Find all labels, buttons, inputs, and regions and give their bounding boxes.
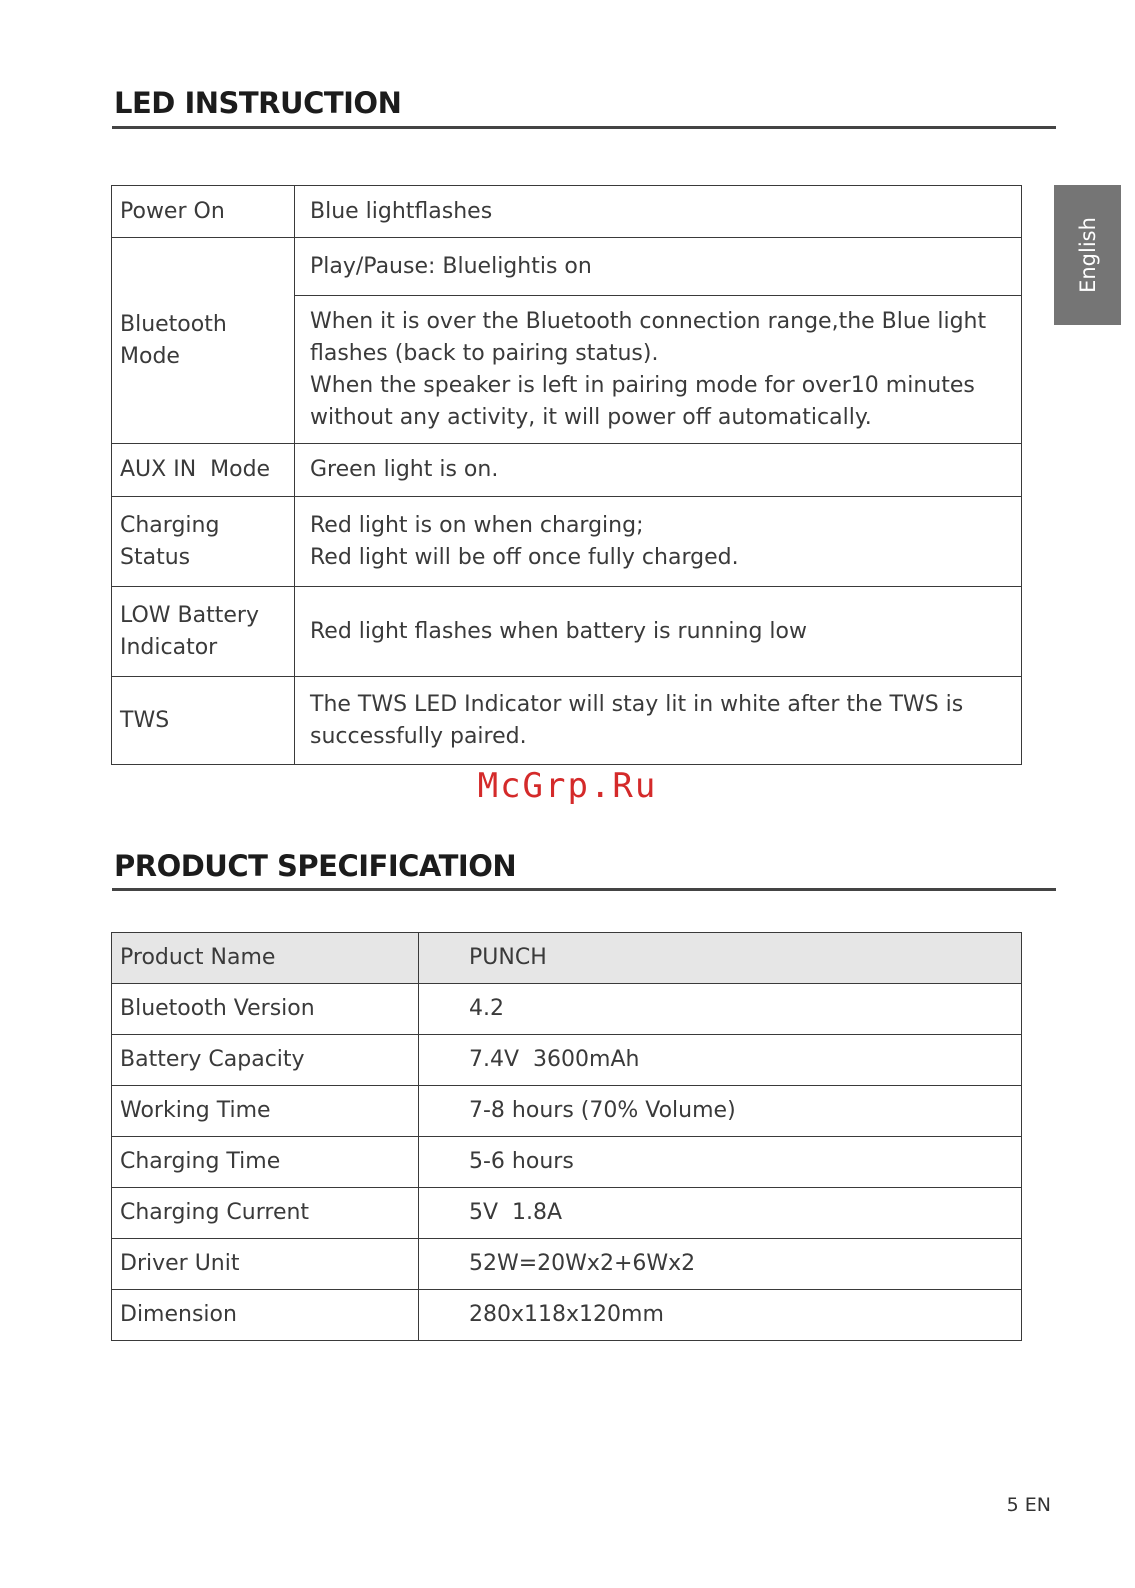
row-label-line: Bluetooth [120,311,227,337]
row-label: AUX IN Mode [112,444,295,497]
table-row [112,1188,1022,1239]
spec-value: 52W=20Wx2+6Wx2 [419,1239,1022,1290]
row-value [295,296,1022,444]
spec-label: Charging Current [112,1188,419,1239]
table-row [112,497,1022,587]
row-value: Play/Pause: Bluelightis on [295,238,1022,296]
title-underline [112,888,1056,891]
spec-value: 5V 1.8A [419,1188,1022,1239]
table-row [112,933,1022,984]
spec-label: Working Time [112,1086,419,1137]
table-row [112,677,1022,765]
row-value: Red light flashes when battery is running low [295,587,1022,677]
spec-value: 7-8 hours (70% Volume) [419,1086,1022,1137]
row-value: Green light is on. [295,444,1022,497]
spec-value: 7.4V 3600mAh [419,1035,1022,1086]
value-line: When it is over the Bluetooth connection range,the Blue light [310,308,987,334]
title-underline [112,126,1056,129]
spec-label: Dimension [112,1290,419,1341]
product-specification-title: PRODUCT SPECIFICATION [114,849,517,883]
row-value [295,677,1022,765]
led-instruction-title: LED INSTRUCTION [114,86,402,120]
table-row [112,186,1022,238]
spec-value: PUNCH [419,933,1022,984]
row-label: Power On [112,186,295,238]
row-label: TWS [112,677,295,765]
table-row [112,444,1022,497]
row-label-line: Indicator [120,634,218,660]
language-tab-label: English [1075,217,1100,293]
table-row [112,1137,1022,1188]
spec-label: Product Name [112,933,419,984]
table-row [112,1290,1022,1341]
value-line: without any activity, it will power off automatically. [310,404,872,430]
row-label [112,238,295,444]
row-value: Blue lightflashes [295,186,1022,238]
spec-label: Charging Time [112,1137,419,1188]
table-row [112,1035,1022,1086]
table-row [112,1086,1022,1137]
spec-value: 4.2 [419,984,1022,1035]
value-line: flashes (back to pairing status). [310,340,659,366]
value-line: Red light is on when charging; [310,512,644,538]
spec-value: 280x118x120mm [419,1290,1022,1341]
spec-label: Bluetooth Version [112,984,419,1035]
row-label-line: Status [120,544,191,570]
value-line: When the speaker is left in pairing mode for over10 minutes [310,372,975,398]
watermark: McGrp.Ru [477,766,658,806]
spec-value: 5-6 hours [419,1137,1022,1188]
value-line: The TWS LED Indicator will stay lit in white after the TWS is [310,691,964,717]
table-row [112,587,1022,677]
value-line: successfully paired. [310,723,527,749]
row-label [112,587,295,677]
spec-label: Battery Capacity [112,1035,419,1086]
row-value [295,497,1022,587]
table-row [112,238,1022,296]
language-tab [1054,185,1121,325]
value-line: Red light will be off once fully charged. [310,544,739,570]
row-label-line: Mode [120,343,180,369]
row-label-line: Charging [120,512,220,538]
spec-label: Driver Unit [112,1239,419,1290]
page-number: 5 EN [1006,1494,1051,1516]
row-label-line: LOW Battery [120,602,259,628]
table-row [112,984,1022,1035]
row-label [112,497,295,587]
table-row [112,1239,1022,1290]
product-specification-table [111,932,1022,1341]
led-instruction-table [111,185,1022,765]
